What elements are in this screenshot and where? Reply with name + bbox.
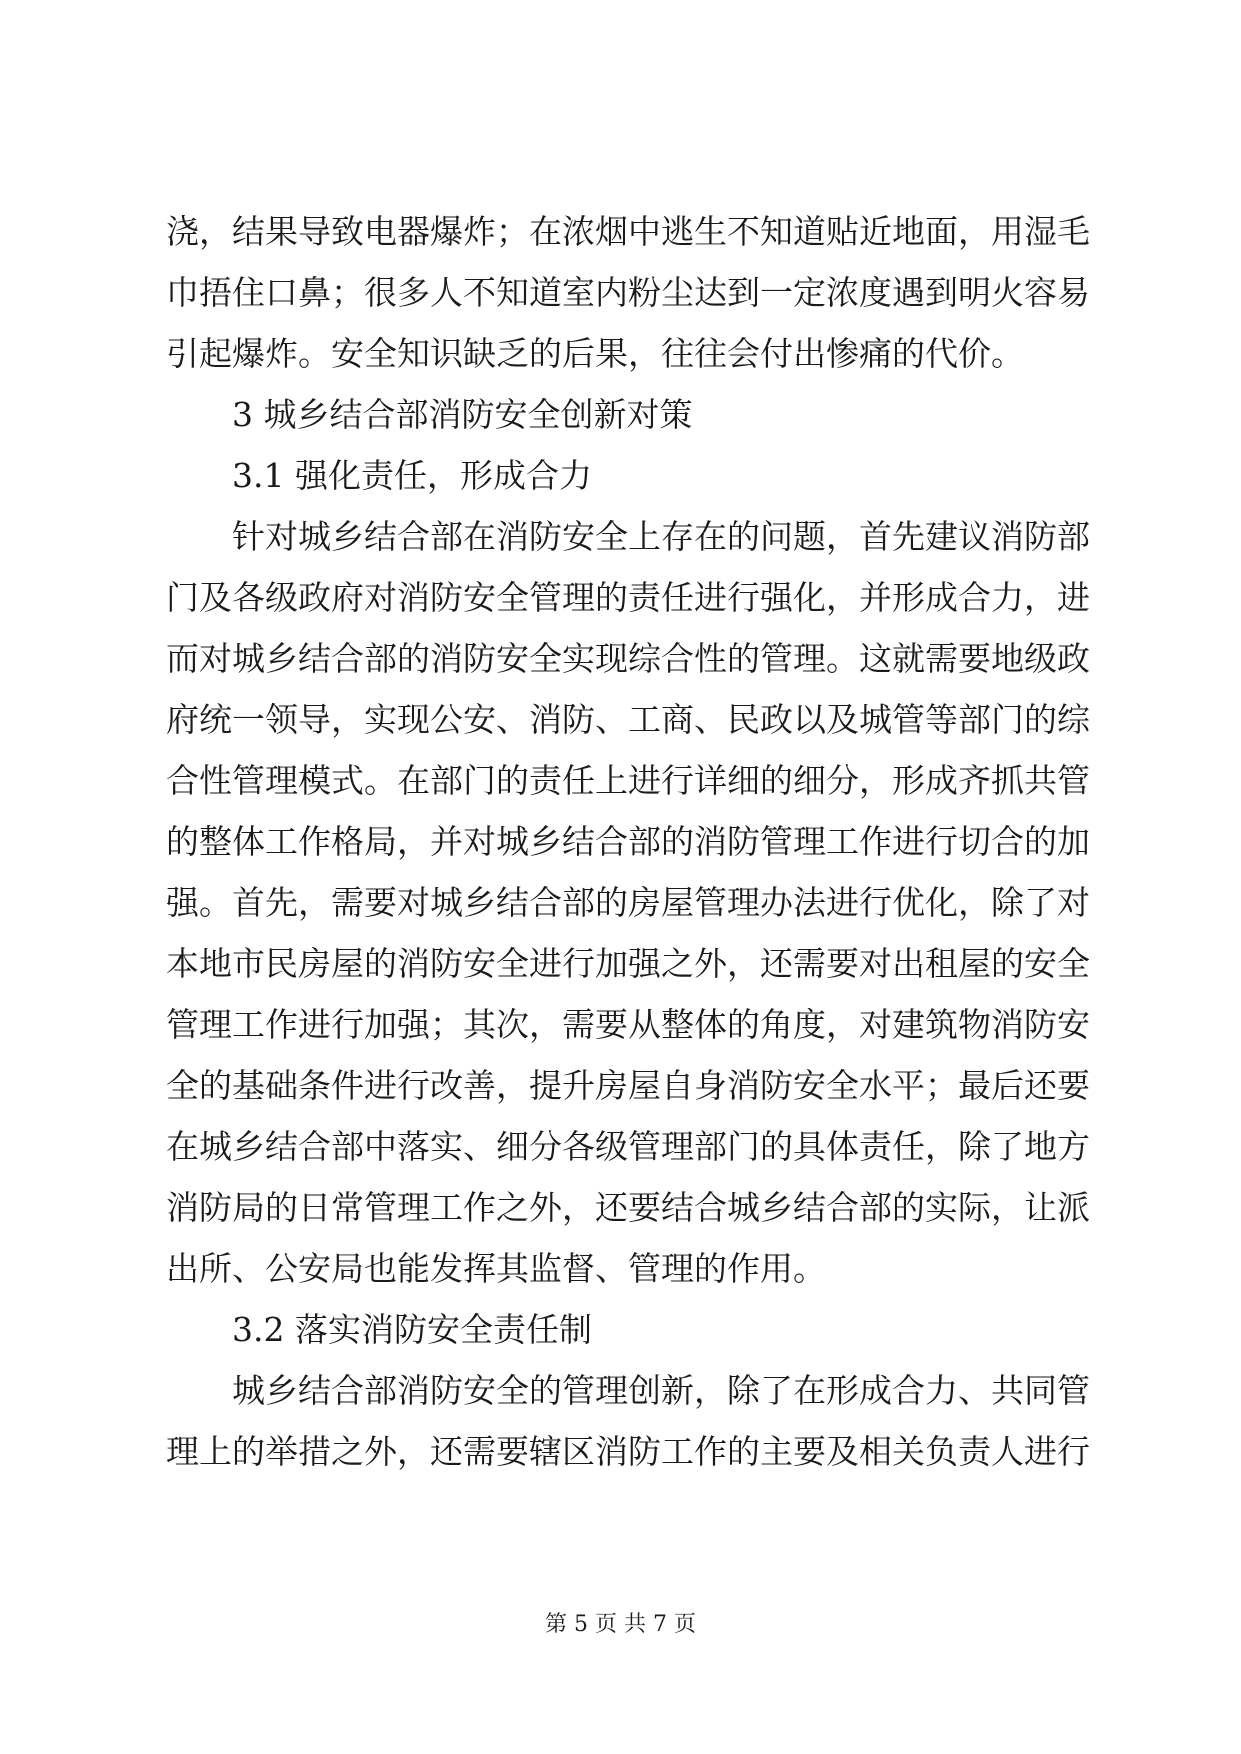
body-line: 巾捂住口鼻；很多人不知道室内粉尘达到一定浓度遇到明火容易 [166,273,1090,312]
body-line: 管理工作进行加强；其次，需要从整体的角度，对建筑物消防安 [166,1005,1090,1044]
paragraph-first-line: 针对城乡结合部在消防安全上存在的问题，首先建议消防部 [232,517,1090,556]
paragraph-first-line: 城乡结合部消防安全的管理创新，除了在形成合力、共同管 [232,1371,1090,1410]
body-line: 而对城乡结合部的消防安全实现综合性的管理。这就需要地级政 [166,639,1090,678]
page-number-footer: 第 5 页 共 7 页 [545,1612,696,1637]
body-line: 门及各级政府对消防安全管理的责任进行强化，并形成合力，进 [166,578,1090,617]
body-line: 全的基础条件进行改善，提升房屋自身消防安全水平；最后还要 [166,1066,1090,1105]
body-line: 在城乡结合部中落实、细分各级管理部门的具体责任，除了地方 [166,1127,1090,1166]
body-line: 浇，结果导致电器爆炸；在浓烟中逃生不知道贴近地面，用湿毛 [166,212,1090,251]
body-line: 出所、公安局也能发挥其监督、管理的作用。 [166,1249,826,1288]
body-line: 本地市民房屋的消防安全进行加强之外，还需要对出租屋的安全 [166,944,1090,983]
body-line: 引起爆炸。安全知识缺乏的后果，往往会付出惨痛的代价。 [166,334,1024,373]
subsection-heading: 3.2 落实消防安全责任制 [232,1310,592,1349]
body-line: 府统一领导，实现公安、消防、工商、民政以及城管等部门的综 [166,700,1090,739]
body-line: 的整体工作格局，并对城乡结合部的消防管理工作进行切合的加 [166,822,1090,861]
body-line: 合性管理模式。在部门的责任上进行详细的细分，形成齐抓共管 [166,761,1090,800]
body-line: 强。首先，需要对城乡结合部的房屋管理办法进行优化，除了对 [166,883,1090,922]
body-line: 理上的举措之外，还需要辖区消防工作的主要及相关负责人进行 [166,1432,1090,1471]
subsection-heading: 3.1 强化责任，形成合力 [232,456,592,495]
section-heading: 3 城乡结合部消防安全创新对策 [232,395,693,434]
body-line: 消防局的日常管理工作之外，还要结合城乡结合部的实际，让派 [166,1188,1090,1227]
